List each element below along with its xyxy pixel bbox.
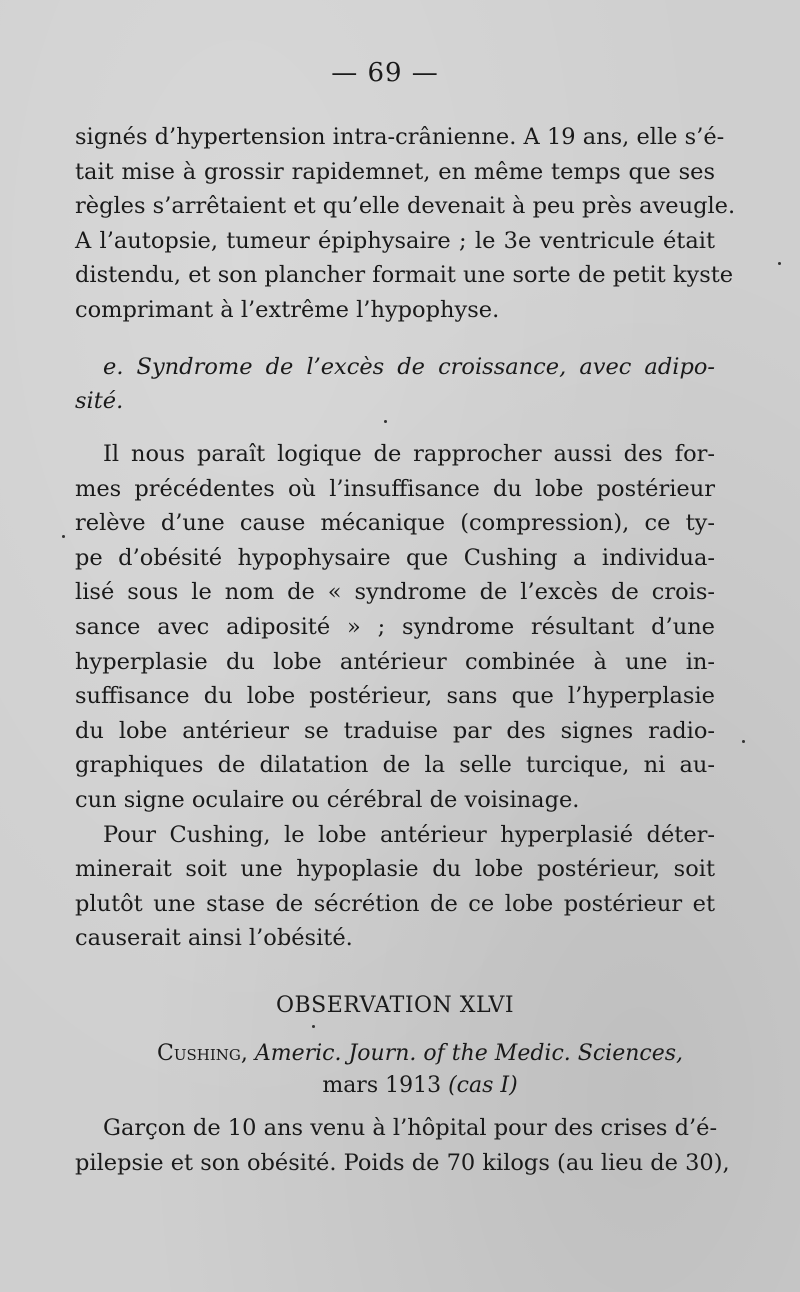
text-line: relève d’une cause mécanique (compression), ce ty- — [75, 510, 715, 537]
citation-comma: , — [240, 1041, 255, 1066]
page-number: — 69 — — [331, 58, 439, 88]
text-line: lisé sous le nom de « syndrome de l’excès de crois- — [75, 579, 715, 606]
text-line: comprimant à l’extrême l’hypophyse. — [75, 296, 500, 323]
text-line: Garçon de 10 ans venu à l’hôpital pour des crises d’é- — [103, 1115, 718, 1141]
citation-journal: Americ. Journ. of the Medic. Sciences, — [254, 1041, 684, 1066]
text-line: A l’autopsie, tumeur épiphysaire ; le 3e ventricule était — [75, 227, 715, 254]
citation-line-1 — [120, 1038, 720, 1070]
observation-title: OBSERVATION XLVI — [275, 993, 515, 1018]
text-line: minerait soit une hypoplasie du lobe postérieur, soit — [75, 856, 715, 883]
paragraph-syndrome-description — [75, 437, 715, 956]
text-line: pe d’obésité hypophysaire que Cushing a individua- — [75, 544, 715, 571]
text-line: suffisance du lobe postérieur, sans que l’hyperplasie — [75, 683, 715, 710]
text-line: du lobe antérieur se traduise par des signes radio- — [75, 717, 715, 744]
text-line: Il nous paraît logique de rapprocher aussi des for- — [103, 441, 715, 467]
paragraph-observation — [75, 1111, 730, 1180]
text-line: distendu, et son plancher formait une sorte de petit kyste — [75, 262, 734, 289]
text-line: cun signe oculaire ou cérébral de voisinage. — [75, 786, 580, 813]
text-line: sance avec adiposité » ; syndrome résultant d’une — [75, 613, 715, 640]
text-line: tait mise à grossir rapidemnet, en même temps que ses — [75, 158, 715, 185]
text-line: pilepsie et son obésité. Poids de 70 kilogs (au lieu de 30), — [75, 1149, 730, 1176]
text-line: règles s’arrêtaient et qu’elle devenait à peu près aveugle. — [75, 193, 736, 220]
paper-speck — [62, 535, 65, 538]
paper-speck — [742, 740, 745, 743]
text-line: Pour Cushing, le lobe antérieur hyperplasié déter- — [103, 821, 715, 848]
text-line: mes précédentes où l’insuffisance du lobe postérieur — [75, 475, 715, 502]
text-line: plutôt une stase de sécrétion de ce lobe postérieur et — [75, 890, 715, 917]
heading-line: e. Syndrome de l’excès de croissance, avec adipo- — [103, 354, 715, 380]
citation — [120, 1038, 720, 1102]
heading-line: sité. — [75, 388, 124, 414]
citation-date: mars 1913 — [322, 1073, 442, 1098]
citation-case: (cas I) — [448, 1073, 518, 1098]
citation-line-2 — [120, 1070, 720, 1102]
citation-author: Cushing — [156, 1041, 241, 1066]
text-line: hyperplasie du lobe antérieur combinée à une in- — [75, 648, 715, 675]
paragraph-tumeur-epiphysaire — [75, 120, 736, 328]
text-line: graphiques de dilatation de la selle turcique, ni au- — [75, 752, 715, 779]
paper-speck — [778, 262, 781, 265]
text-line: signés d’hypertension intra-crânienne. A 19 ans, elle s’é- — [75, 124, 725, 150]
text-line: causerait ainsi l’obésité. — [75, 925, 353, 952]
paper-speck — [312, 1025, 315, 1028]
paper-speck — [384, 420, 387, 423]
section-heading — [75, 350, 715, 418]
